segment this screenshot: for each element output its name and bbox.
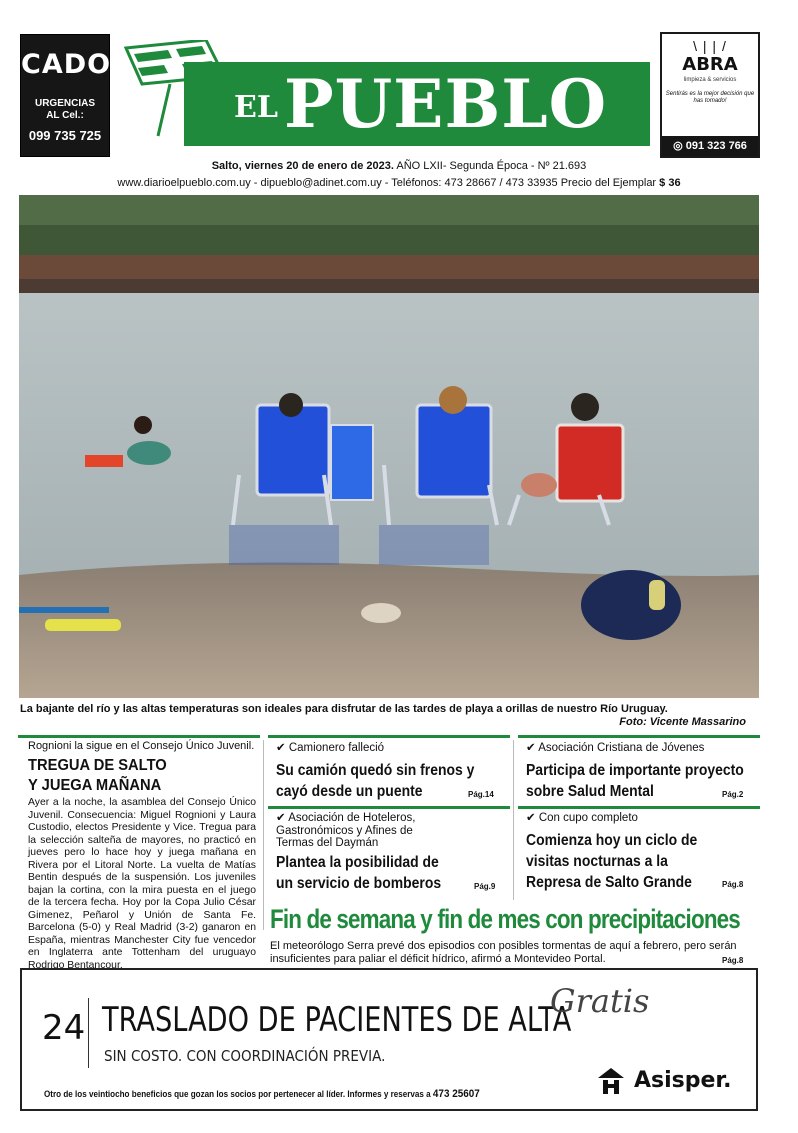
ad-asisper-brand: Asisper. <box>634 1068 732 1093</box>
news-kicker: ✔ Asociación de Hoteleros, Gastronómicos y Afines de Termas del Daymán <box>276 812 416 849</box>
ad-abra-sub: limpieza & servicios <box>683 77 737 83</box>
news-headline[interactable]: Comienza hoy un ciclo de visitas nocturnas a la Represa de Salto Grande <box>526 831 698 891</box>
ad-abra-slogan: Sentirás es la mejor decisión que has tomado! <box>665 91 755 104</box>
whatsapp-icon: ◎ <box>673 140 683 152</box>
ad-asisper-footer-text: Otro de los veintiocho beneficios que gozan los socios por pertenecer al líder. Informes y reservas a <box>44 1089 433 1099</box>
beach-photo-illustration <box>19 195 759 698</box>
news-page-ref: Pág.8 <box>722 880 744 889</box>
photo-credit: Foto: Vicente Massarino <box>619 716 746 728</box>
lead-story-headline[interactable]: TREGUA DE SALTO Y JUEGA MAÑANA <box>28 757 167 794</box>
news-page-ref: Pág.2 <box>722 790 744 799</box>
blue-chair-2 <box>331 425 373 500</box>
news-kicker: ✔ Camionero falleció <box>276 742 385 754</box>
ad-cado <box>20 34 110 157</box>
backpack <box>581 570 681 640</box>
news-page-ref: Pág.9 <box>474 882 496 891</box>
asisper-logo-icon <box>596 1066 626 1096</box>
photo-caption: La bajante del río y las altas temperaturas son ideales para disfrutar de las tardes de playa a orillas de nuestro Río Uruguay. <box>20 703 668 715</box>
rule-left <box>18 735 260 738</box>
lead-story-kicker: Rognioni la sigue en el Consejo Único Juvenil. <box>28 740 255 752</box>
ad-asisper-subtitle: SIN COSTO. CON COORDINACIÓN PREVIA. <box>104 1047 386 1065</box>
contact-text: www.diarioelpueblo.com.uy - dipueblo@adinet.com.uy - Teléfonos: 473 28667 / 473 33935 Precio del Ejemplar <box>117 177 660 189</box>
news-kicker: ✔ Asociación Cristiana de Jóvenes <box>526 742 705 754</box>
ad-asisper-footer <box>44 1088 480 1100</box>
ad-asisper-phone: 473 25607 <box>432 1088 480 1100</box>
news-headline[interactable]: Su camión quedó sin frenos y cayó desde un puente <box>276 761 475 800</box>
dateline-date: Salto, viernes 20 de enero de 2023. <box>211 160 394 172</box>
weather-body <box>270 940 762 966</box>
lead-story <box>28 740 256 972</box>
ad-asisper[interactable] <box>20 968 758 1111</box>
ad-cado-phone: 099 735 725 <box>28 128 102 143</box>
weather-body-text: El meteorólogo Serra prevé dos episodios con posibles tormentas de aquí a febrero, pero serán insuficientes para paliar el déficit hídrico, afirmó a Montevideo Portal. <box>270 940 737 965</box>
weather-page-ref: Pág.8 <box>722 956 744 965</box>
news-kicker: ✔ Con cupo completo <box>526 812 638 824</box>
newspaper-logo <box>124 40 650 146</box>
rule-right-top <box>518 735 760 738</box>
logo-pueblo: PUEBLO <box>284 65 608 143</box>
lead-story-body: Ayer a la noche, la asamblea del Consejo Único Juvenil. Consecuencia: Miguel Rognioni y Laura Custodio, electos Presidente y Vice. Tregua para la selección salteña de mayores, no practicó en jueves pero lo hace hoy y juega mañana en Rivera por el Litoral Norte. La vuelta de Matías Bentin después de la suspensión. Los juveniles bajan la cortina, con la mira puesta en el juego de la tercera fecha. Hoy por la Copa Julio César Gimenez, Peñarol y Unión de Santa Fe. Barcelona (5-0) y Real Madrid (3-2) ganaron en España, mientras Manchester City fue vencedor en Inglaterra ante Tottenham del uruguayo Rodrigo Bentancour. <box>28 797 256 971</box>
news-item-represa[interactable] <box>526 812 726 893</box>
news-page-ref: Pág.14 <box>468 790 494 799</box>
ad-cado-brand: CADO <box>21 49 112 80</box>
rule-mid-bottom <box>268 806 510 809</box>
ad-abra <box>660 32 760 158</box>
ad-abra-brand: ABRA <box>682 54 738 75</box>
price: $ 36 <box>659 177 681 189</box>
ad-cado-line2: AL Cel.: <box>46 110 84 121</box>
sun-rays-icon: \ | | / <box>693 38 727 54</box>
dateline <box>0 160 798 172</box>
ad-asisper-divider <box>88 998 89 1068</box>
dateline-details: AÑO LXII- Segunda Época - Nº 21.693 <box>393 160 587 172</box>
logo-el: EL <box>234 90 278 125</box>
front-photo <box>19 195 759 698</box>
ad-cado-line1: URGENCIAS <box>34 98 95 109</box>
rule-mid-top <box>268 735 510 738</box>
weather-headline[interactable]: Fin de semana y fin de mes con precipitaciones <box>270 904 740 934</box>
ad-asisper-gratis: Gratis <box>550 982 650 1020</box>
column-divider-2 <box>513 740 514 900</box>
ad-abra-phone-number: 091 323 766 <box>685 140 747 152</box>
column-divider-1 <box>263 740 264 930</box>
ad-asisper-title: TRASLADO DE PACIENTES DE ALTA <box>102 1000 572 1040</box>
news-headline[interactable]: Plantea la posibilidad de un servicio de bomberos <box>276 853 442 892</box>
ad-abra-phone <box>662 136 758 156</box>
contact-line <box>0 177 798 189</box>
ad-asisper-number: 24 <box>42 1008 86 1048</box>
news-headline[interactable]: Participa de importante proyecto sobre Salud Mental <box>526 761 744 800</box>
news-item-hoteleros[interactable] <box>276 812 486 894</box>
rule-right-bottom <box>518 806 760 809</box>
